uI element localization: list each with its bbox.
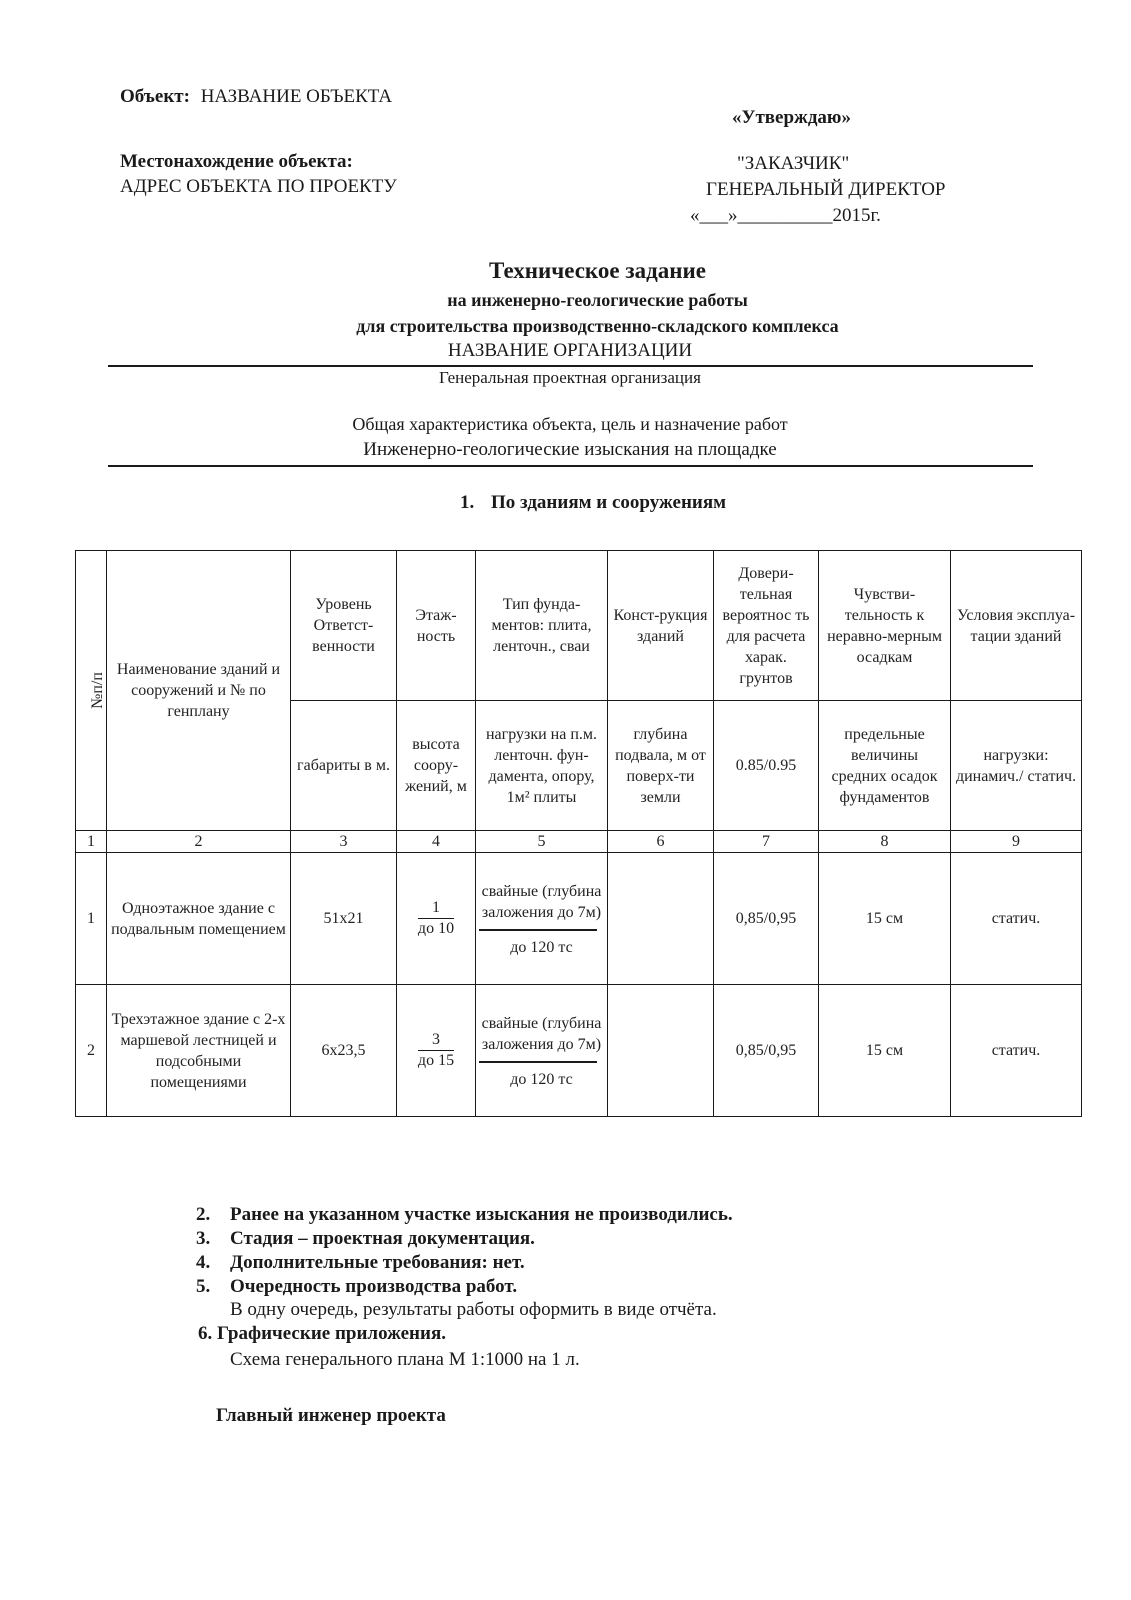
col-number-7: 7: [714, 831, 819, 853]
column-number-row: [76, 831, 1082, 853]
row-2-size: 6х23,5: [291, 985, 397, 1117]
item-3-number: 3.: [196, 1228, 211, 1249]
list-item: [196, 1275, 733, 1299]
approve-label: «Утверждаю»: [732, 107, 851, 128]
col-number-3: 3: [291, 831, 397, 853]
col-number-2: 2: [107, 831, 291, 853]
subheader-dimensions: габариты в м.: [291, 701, 397, 831]
item-5-number: 5.: [196, 1276, 211, 1297]
row-1-floors-top: 1: [418, 898, 454, 919]
item-2-number: 2.: [196, 1204, 211, 1225]
header-construction: Конст-рукция зданий: [608, 551, 714, 701]
col-number-5: 5: [476, 831, 608, 853]
items-list: [196, 1203, 733, 1299]
row-1-floors: [397, 853, 476, 985]
item-6: [198, 1323, 446, 1345]
row-2-foundation-top: свайные (глубина заложения до 7м): [481, 1015, 602, 1053]
row-2-foundation-bottom: до 120 тс: [510, 1071, 573, 1088]
col-number-1: 1: [76, 831, 107, 853]
header-floors: Этаж-ность: [397, 551, 476, 701]
row-2-floors-fraction: [418, 1030, 454, 1071]
object-label: Объект:: [120, 86, 190, 107]
row-2-settlement: 15 см: [819, 985, 951, 1117]
row-1-foundation: [476, 853, 608, 985]
list-item: [196, 1251, 733, 1275]
item-5-text: Очередность производства работ.: [230, 1276, 518, 1297]
item-6-text: Графические приложения.: [217, 1323, 446, 1344]
col-number-8: 8: [819, 831, 951, 853]
row-1-size: 51х21: [291, 853, 397, 985]
list-item: [196, 1203, 733, 1227]
subheader-loads: [476, 701, 608, 831]
header-responsibility: Уровень Ответст-венности: [291, 551, 397, 701]
object-value: НАЗВАНИЕ ОБЪЕКТА: [200, 86, 393, 107]
header-sensitivity: Чувстви-тельность к неравно-мерным осадкам: [819, 551, 951, 701]
header-foundation-type: Тип фунда-ментов: плита, ленточн., сваи: [476, 551, 608, 701]
section-1-heading: [460, 492, 726, 514]
subheader-loads-type: нагрузки: динамич./ статич.: [951, 701, 1082, 831]
row-2-probability: 0,85/0,95: [714, 985, 819, 1117]
col-number-6: 6: [608, 831, 714, 853]
subheader-loads-a: нагрузки на п.м. ленточн. фун-дамента, опору,: [485, 725, 598, 785]
row-2-conditions: статич.: [951, 985, 1082, 1117]
row-1-probability: 0,85/0,95: [714, 853, 819, 985]
row-1-foundation-top: свайные (глубина заложения до 7м): [481, 883, 602, 921]
row-2-floors: [397, 985, 476, 1117]
title-line-1: на инженерно-геологические работы: [447, 290, 748, 310]
row-1-construction: [608, 853, 714, 985]
customer-label: "ЗАКАЗЧИК": [737, 153, 850, 174]
buildings-table: [75, 550, 1082, 1117]
organization-caption: Генеральная проектная организация: [439, 368, 701, 387]
row-1-num: 1: [76, 853, 107, 985]
col-number-9: 9: [951, 831, 1082, 853]
table-row: [76, 985, 1082, 1117]
row-2-floors-bottom: до 15: [417, 1052, 455, 1069]
row-2-construction: [608, 985, 714, 1117]
row-2-foundation: [476, 985, 608, 1117]
item-2-text: Ранее на указанном участке изыскания не производились.: [230, 1204, 733, 1225]
row-1-name: Одноэтажное здание с подвальным помещением: [107, 853, 291, 985]
row-1-floors-fraction: [418, 898, 454, 939]
row-2-floors-top: 3: [418, 1030, 454, 1051]
list-item: [196, 1227, 733, 1251]
location-value: АДРЕС ОБЪЕКТА ПО ПРОЕКТУ: [120, 176, 397, 197]
header-probability: Довери-тельная вероятнос ть для расчета харак. грунтов: [714, 551, 819, 701]
header-num: [76, 551, 107, 831]
header-conditions: Условия эксплуа-тации зданий: [951, 551, 1082, 701]
row-2-num: 2: [76, 985, 107, 1117]
row-1-conditions: статич.: [951, 853, 1082, 985]
row-1-floors-bottom: до 10: [417, 920, 455, 937]
characteristic-caption: Общая характеристика объекта, цель и назначение работ: [352, 414, 788, 434]
header-row-top: [76, 551, 1082, 701]
table-row: [76, 853, 1082, 985]
item-4-number: 4.: [196, 1252, 211, 1273]
item-6-detail: Схема генерального плана М 1:1000 на 1 л.: [230, 1349, 580, 1370]
subheader-basement: глубина подвала, м от поверх-ти земли: [608, 701, 714, 831]
header-num-label: №п/п: [88, 672, 106, 709]
item-6-number: 6.: [198, 1323, 213, 1344]
director-label: ГЕНЕРАЛЬНЫЙ ДИРЕКТОР: [706, 179, 946, 200]
row-1-foundation-bottom: до 120 тс: [510, 939, 573, 956]
subheader-loads-b: 1м² плиты: [506, 788, 577, 806]
divider-char: [108, 465, 1033, 467]
document-title: Техническое задание: [489, 258, 706, 283]
subheader-height: высота соору-жений, м: [397, 701, 476, 831]
subheader-probability-value: 0.85/0.95: [714, 701, 819, 831]
col-number-4: 4: [397, 831, 476, 853]
date-line: «___»__________2015г.: [690, 205, 881, 226]
characteristic-value: Инженерно-геологические изыскания на площадке: [363, 439, 777, 460]
title-line-2: для строительства производственно-складского комплекса: [356, 316, 839, 336]
divider-org: [108, 365, 1033, 367]
header-name: Наименование зданий и сооружений и № по генплану: [107, 551, 291, 831]
item-3-text: Стадия – проектная документация.: [230, 1228, 535, 1249]
location-label: Местонахождение объекта:: [120, 151, 353, 172]
signature-label: Главный инженер проекта: [216, 1405, 446, 1426]
section-1-number: 1.: [460, 492, 475, 513]
subheader-settlement: предельные величины средних осадок фундаментов: [819, 701, 951, 831]
organization-name: НАЗВАНИЕ ОРГАНИЗАЦИИ: [447, 340, 693, 361]
section-1-label: По зданиям и сооружениям: [491, 492, 727, 513]
row-2-name: Трехэтажное здание с 2-х маршевой лестницей и подсобными помещениями: [107, 985, 291, 1117]
row-1-settlement: 15 см: [819, 853, 951, 985]
item-4-text: Дополнительные требования: нет.: [230, 1252, 525, 1273]
item-5-detail: В одну очередь, результаты работы оформить в виде отчёта.: [230, 1299, 717, 1320]
object-line: [120, 86, 392, 108]
